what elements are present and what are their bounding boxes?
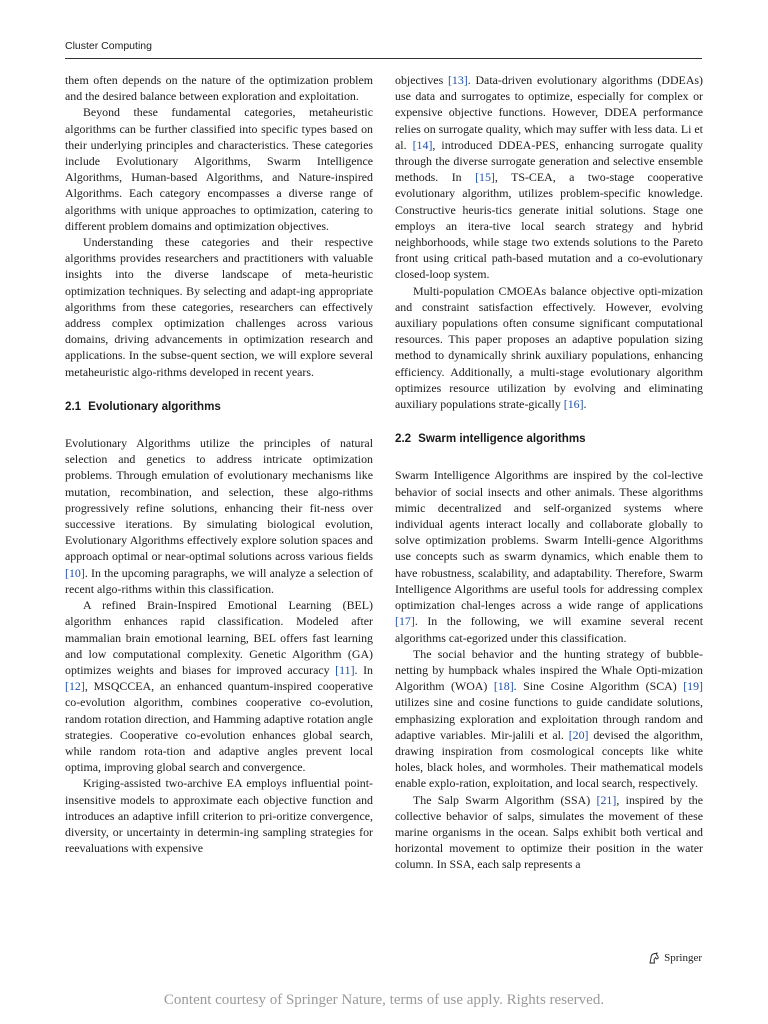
citation-link[interactable]: [21] — [596, 792, 617, 807]
section-title: Swarm intelligence algorithms — [418, 432, 586, 446]
section-number: 2.2 — [395, 432, 412, 446]
paragraph: Beyond these fundamental categories, metaheuristic algorithms can be further classified into specific types based on their underlying principles and characteristics. These categories include Evolutionary Algorithms, Swarm Intelligence Algorithms, Human-based Algorithms, and Nature-inspired Algorithms. Each category encompasses a diverse range of algorithms with unique approaches to optimization, catering to different problem domains and optimization objectives. — [65, 105, 373, 233]
text-run: objectives — [395, 73, 448, 87]
text-run: , TS-CEA, a two-stage cooperative evolutionary algorithm, utilizes problem-specific knowledge. Constructive heuris-tics generate initial solutions. Stage one employs an itera-tive local search strategy and hybrid neighborhoods, while stage two extends solutions to the Pareto front using critical path-based mutation and a co-evolutionary closed-loop system. — [395, 170, 703, 282]
text-run: Evolutionary Algorithms utilize the principles of natural selection and genetics to address intricate optimization problems. Through emulation of evolutionary mechanisms like mutation, recombination, and selection, these algo-rithms progressively refine solutions, enhancing their fit-ness over successive iterations. By simulating biological evolution, Evolutionary Algorithms effectively explore solution spaces and approach optimal or near-optimal solutions across various fields — [65, 436, 373, 564]
text-run: . — [583, 397, 587, 412]
text-run: devised the algorithm, drawing inspiration from cosmological concepts like white holes, black holes, and wormholes. Their mathematical models enable explo-ration, exploitation, and local search, respectively. — [395, 727, 703, 791]
paragraph — [395, 72, 703, 283]
citation-link[interactable]: [16] — [563, 397, 584, 412]
courtesy-notice: Content courtesy of Springer Nature, terms of use apply. Rights reserved. — [163, 992, 605, 1008]
publisher-logo — [648, 952, 702, 964]
citation-link[interactable]: [12] — [65, 679, 85, 694]
text-run: utilizes sine and cosine functions to guide candidate solutions, emphasizing exploration and exploitation through random and adaptive variables. Mir-jalili et al. — [395, 695, 703, 742]
running-header: Cluster Computing — [65, 40, 152, 52]
text-run: , inspired by the collective behavior of salps, simulates the movement of these marine organisms in the ocean. Salps exhibit both vertical and horizontal movement to optimize their position in the water column. In SSA, each salp represents a — [395, 792, 703, 872]
text-run: . Data-driven evolutionary algorithms (DDEAs) use data and surrogates to optimize, especially for complex or expensive objective functions. However, DDEA performance relies on surrogate quality, which may suffer with less data. Li et al. — [395, 73, 703, 152]
text-run: . In the following, we will examine several recent algorithms cat-egorized under this classification. — [395, 614, 703, 645]
paragraph — [395, 283, 703, 413]
publisher-name: Springer — [664, 952, 702, 964]
header-rule — [65, 58, 702, 59]
citation-link[interactable]: [10] — [65, 565, 85, 580]
left-column — [65, 72, 373, 856]
paragraph: Understanding these categories and their respective algorithms provides researchers and practitioners with valuable insights into the diverse landscape of meta-heuristic optimization techniques. By selecting and adapt-ing appropriate algorithms from these categories, researchers can effectively address complex optimization challenges across various domains, driving advancements in optimization research and applications. In the subse-quent section, we will explore several metaheuristic algo-rithms developed in recent years. — [65, 235, 373, 379]
section-title: Evolutionary algorithms — [88, 399, 221, 413]
citation-link[interactable]: [17] — [395, 614, 415, 629]
section-heading-2-2 — [395, 431, 703, 447]
paragraph — [65, 597, 373, 775]
section-number: 2.1 — [65, 399, 82, 413]
paragraph: Kriging-assisted two-archive EA employs influential point-insensitive models to approximate each objective function and introduces an adaptive infill criterion to pri-oritize convergence, diversity, or uncertainty in determin-ing sampling strategies for reevaluations with expensive — [65, 776, 373, 856]
citation-link[interactable]: [19] — [683, 679, 703, 694]
citation-link[interactable]: [20] — [568, 727, 589, 742]
paragraph: them often depends on the nature of the optimization problem and the desired balance between exploration and exploitation. — [65, 73, 373, 104]
text-run: A refined Brain-Inspired Emotional Learning (BEL) algorithm enhances rapid classification. Modeled after mammalian brain emotional learning, BEL offers fast learning and low computational complexity. Genetic Algorithm (GA) optimizes weights and biases for improved accuracy — [65, 598, 373, 677]
right-column — [395, 72, 703, 873]
text-run: Multi-population CMOEAs balance objective opti-mization and constraint satisfaction effectively. However, evolving auxiliary populations often consume significant computational resources. This paper proposes an adaptive population sizing method to dynamically shrink auxiliary populations, enhancing efficiency. Additionally, a multi-stage evolutionary algorithm optimizes resource utilization by evolving and eliminating auxiliary populations strate-gically — [395, 283, 703, 412]
paragraph — [395, 646, 703, 792]
text-run: , MSQCCEA, an enhanced quantum-inspired cooperative co-evolution algorithm, combines cooperative co-evolution, random rotation direction, and Hamming adaptive rotation angle strategies. Cooperative co-evolution enhances global search, while random rota-tion and adaptive angles prevent local optima, improving global search and convergence. — [65, 679, 373, 775]
section-heading-2-1 — [65, 399, 373, 415]
springer-horse-icon — [648, 952, 660, 964]
text-run: . In the upcoming paragraphs, we will analyze a selection of recent algo-rithms within this classification. — [65, 565, 373, 596]
text-run: . In — [354, 662, 374, 677]
paragraph — [65, 435, 373, 597]
text-run: The Salp Swarm Algorithm (SSA) — [413, 792, 597, 807]
paragraph — [395, 467, 703, 645]
citation-link[interactable]: [15] — [475, 170, 495, 185]
paragraph — [395, 792, 703, 873]
citation-link[interactable]: [14] — [412, 137, 433, 152]
citation-link[interactable]: [13] — [447, 73, 468, 87]
text-run: . Sine Cosine Algorithm (SCA) — [513, 679, 684, 694]
text-run: , introduced DDEA-PES, enhancing surrogate quality through the diverse surrogate generation and selective ensemble methods. In — [395, 137, 703, 185]
text-run: The social behavior and the hunting strategy of bubble-netting by humpback whales inspired the Whale Opti-mization Algorithm (WOA) — [395, 646, 703, 694]
text-run: Swarm Intelligence Algorithms are inspired by the col-lective behavior of social insects and other animals. These algorithms mimic decentralized and self-organized systems where individual agents interact locally and collaborate globally to solve optimization problems. Swarm Intelli-gence Algorithms use concepts such as swarm dynamics, which enable them to have robustness, scalability, and adaptability. Therefore, Swarm Intelligence Algorithms are useful tools for addressing complex optimization chal-lenges across a wide range of applications — [395, 468, 703, 613]
citation-link[interactable]: [11] — [335, 662, 355, 677]
citation-link[interactable]: [18] — [493, 679, 514, 694]
